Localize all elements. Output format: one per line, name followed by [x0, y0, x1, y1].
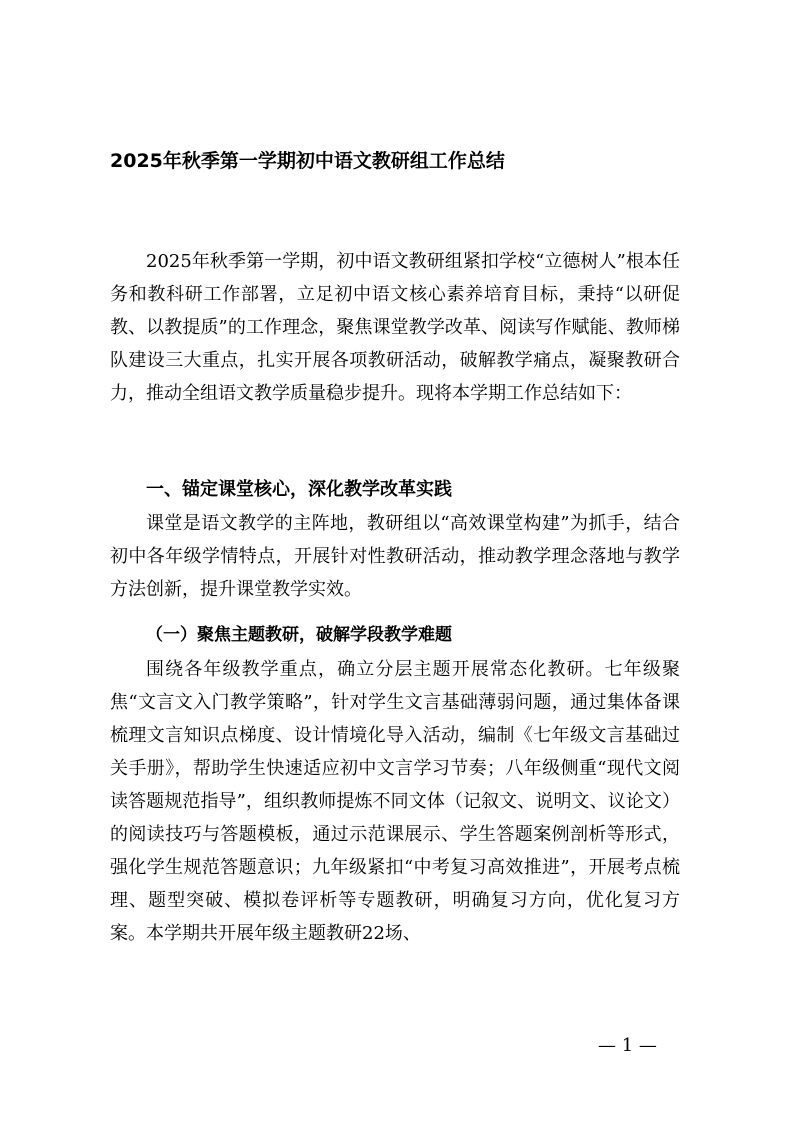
document-title: 2025年秋季第一学期初中语文教研组工作总结 — [110, 150, 505, 172]
page-number: — 1 — — [598, 1035, 657, 1056]
intro-paragraph: 2025年秋季第一学期，初中语文教研组紧扣学校“立德树人”根本任务和教科研工作部署，立足初中语文核心素养培育目标，秉持“以研促教、以教提质”的工作理念，聚焦课堂教学改革、阅读写作赋能、教师梯队建设三大重点，扎实开展各项教研活动，破解教学痛点，凝聚教研合力，推动全组语文教学质量稳步提升。现将本学期工作总结如下： — [110, 251, 680, 404]
section-1-heading: 一、锚定课堂核心，深化教学改革实践 — [146, 479, 452, 500]
subsection-1-paragraph: 围绕各年级教学重点，确立分层主题开展常态化教研。七年级聚焦“文言文入门教学策略”，针对学生文言基础薄弱问题，通过集体备课梳理文言知识点梯度、设计情境化导入活动，编制《七年级文言基础过关手册》，帮助学生快速适应初中文言学习节奏；八年级侧重“现代文阅读答题规范指导”，组织教师提炼不同文体（记叙文、说明文、议论文）的阅读技巧与答题模板，通过示范课展示、学生答题案例剖析等形式，强化学生规范答题意识；九年级紧扣“中考复习高效推进”，开展考点梳理、题型突破、模拟卷评析等专题教研，明确复习方向，优化复习方案。本学期共开展年级主题教研22场、 — [110, 659, 680, 944]
subsection-1-heading: （一）聚焦主题教研，破解学段教学难题 — [146, 625, 452, 645]
section-1-paragraph: 课堂是语文教学的主阵地，教研组以“高效课堂构建”为抓手，结合初中各年级学情特点，开展针对性教研活动，推动教学理念落地与教学方法创新，提升课堂教学实效。 — [110, 513, 680, 600]
